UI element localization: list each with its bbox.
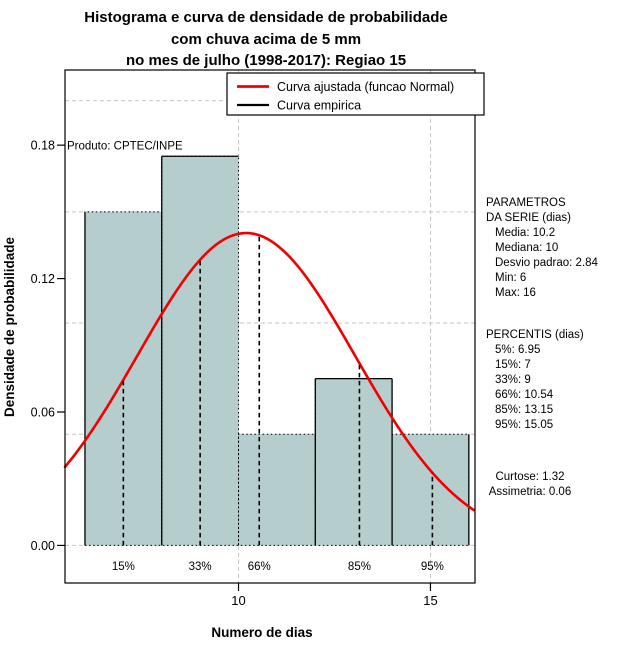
legend-label-fitted: Curva ajustada (funcao Normal) [277, 80, 455, 94]
percentile-label: 95% [420, 561, 444, 573]
percentil-item: 66%: 10.54 [495, 389, 554, 401]
percentil-item: 95%: 15.05 [495, 419, 554, 431]
x-axis-label: Numero de dias [211, 625, 313, 640]
percentiles-panel [486, 328, 584, 433]
param-item: Desvio padrao: 2.84 [495, 257, 598, 269]
y-tick-label: 0.06 [30, 405, 55, 420]
percentile-label: 15% [111, 561, 135, 573]
params-title-line1: PARAMETROS [486, 197, 566, 209]
legend-label-empirical: Curva empirica [277, 98, 362, 113]
percentil-item: 33%: 9 [495, 374, 531, 386]
percentil-item: 15%: 7 [495, 359, 531, 371]
percentil-item: 5%: 6.95 [495, 344, 541, 356]
param-item: Media: 10.2 [495, 227, 556, 239]
percentile-label: 33% [188, 561, 212, 573]
legend [227, 73, 484, 115]
chart-title-line2: com chuva acima de 5 mm [170, 30, 362, 48]
series-parameters-panel [486, 196, 598, 301]
param-item: Max: 16 [495, 287, 536, 299]
product-watermark: Produto: CPTEC/INPE [67, 140, 183, 153]
skewness-value: Assimetria: 0.06 [488, 486, 572, 498]
kurtosis-value: Curtose: 1.32 [495, 471, 565, 483]
y-tick-label: 0.00 [30, 538, 55, 553]
percentile-label: 66% [247, 561, 271, 573]
percentile-label: 85% [347, 561, 371, 573]
chart-title-line1: Histograma e curva de densidade de probabilidade [84, 9, 448, 26]
x-tick-label: 10 [231, 593, 246, 608]
moments-panel [455, 470, 605, 500]
percentis-title: PERCENTIS (dias) [486, 329, 584, 341]
param-item: Mediana: 10 [495, 242, 559, 254]
param-item: Min: 6 [495, 272, 527, 284]
y-axis-label: Densidade de probabilidade [2, 236, 17, 418]
histogram-bar [239, 434, 316, 545]
histogram-bars [85, 156, 469, 545]
percentil-item: 85%: 13.15 [495, 404, 554, 416]
x-tick-label: 15 [423, 593, 438, 608]
params-title-line2: DA SERIE (dias) [486, 212, 571, 224]
y-tick-label: 0.18 [30, 138, 55, 153]
histogram-bar [315, 379, 392, 546]
chart-title-line3: no mes de julho (1998-2017): Regiao 15 [125, 52, 407, 69]
y-tick-label: 0.12 [30, 272, 55, 287]
